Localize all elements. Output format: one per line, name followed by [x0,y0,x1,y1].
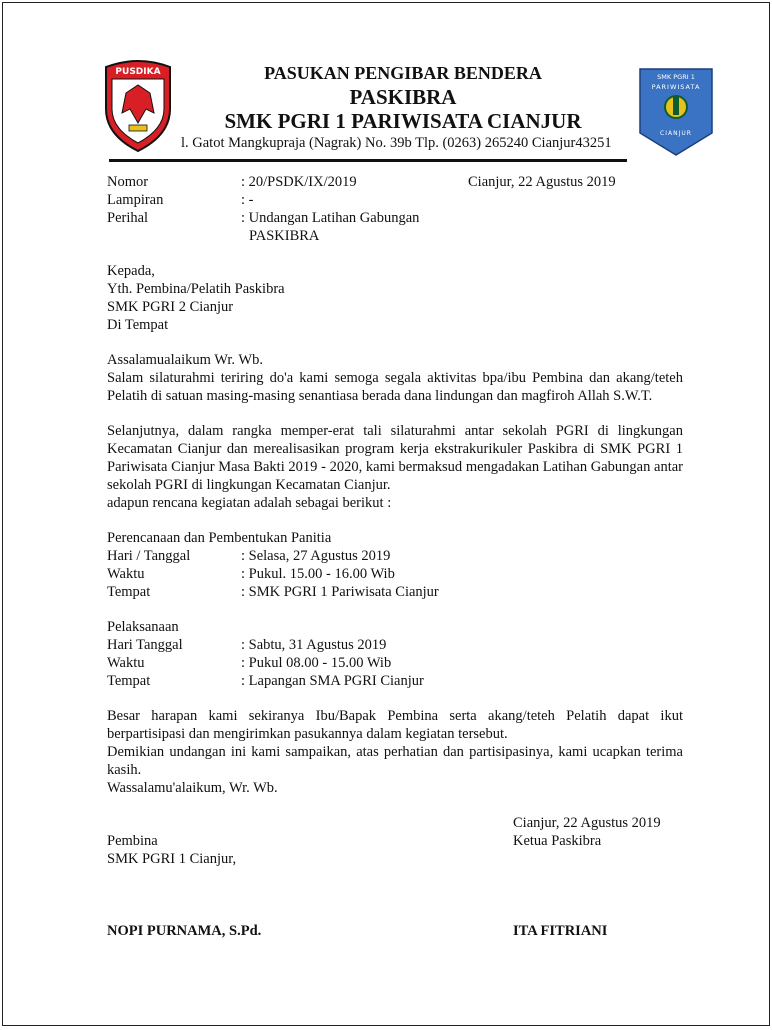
recipient-line: SMK PGRI 2 Cianjur [107,299,234,315]
signatory-name-right: ITA FITRIANI [513,923,608,939]
lampiran-value: : - [241,192,254,208]
paragraph-opening: Salam silaturahmi teriring do'a kami semoga segala aktivitas bpa/ibu Pembina dan akang/teteh Pelatih di satuan masing-masing senantiasa berada dana lindungan dan magfiroh Allah S.W.T. [107,370,683,404]
paragraph-thanks: Demikian undangan ini kami sampaikan, atas perhatian dan partisipasinya, kami ucapkan terima kasih. [107,744,683,778]
section-title: Pelaksanaan [107,619,179,635]
letter-page [2,2,770,1026]
perihal-value: : Undangan Latihan Gabungan [241,210,420,226]
signature-place-date: Cianjur, 22 Agustus 2019 [513,815,661,831]
section-title: Perencanaan dan Pembentukan Panitia [107,530,332,546]
signature-org-left: SMK PGRI 1 Cianjur, [107,851,237,867]
schedule-value: : Lapangan SMA PGRI Cianjur [241,673,424,689]
pusdika-logo-icon [100,57,176,153]
schedule-value: : Selasa, 27 Agustus 2019 [241,548,391,564]
school-badge-icon [638,67,714,157]
org-title: PASUKAN PENGIBAR BENDERA [264,63,542,83]
recipient-line: Kepada, [107,263,155,279]
perihal-value-2: PASKIBRA [249,228,320,244]
signature-role-left: Pembina [107,833,158,849]
schedule-label: Waktu [107,655,145,671]
greeting: Assalamualaikum Wr. Wb. [107,352,263,368]
recipient-line: Yth. Pembina/Pelatih Paskibra [107,281,285,297]
nomor-value: : 20/PSDK/IX/2019 [241,174,357,190]
closing-salutation: Wassalamu'alaikum, Wr. Wb. [107,780,278,796]
signature-role-right: Ketua Paskibra [513,833,602,849]
pusdika-logo-text: PUSDIKA [115,67,161,77]
school-name: SMK PGRI 1 PARIWISATA CIANJUR [224,109,582,133]
schedule-value: : Pukul. 15.00 - 16.00 Wib [241,566,395,582]
paragraph-plan-intro: adapun rencana kegiatan adalah sebagai berikut : [107,495,392,511]
schedule-label: Waktu [107,566,145,582]
school-badge-line2: PARIWISATA [651,83,701,91]
schedule-value: : Pukul 08.00 - 15.00 Wib [241,655,392,671]
schedule-value: : Sabtu, 31 Agustus 2019 [241,637,387,653]
place-date: Cianjur, 22 Agustus 2019 [468,174,616,190]
lampiran-label: Lampiran [107,192,164,208]
school-badge-line1: SMK PGRI 1 [657,73,695,81]
letterhead-rule [109,159,627,162]
school-badge-line3: CIANJUR [660,130,692,137]
signatory-name-left: NOPI PURNAMA, S.Pd. [107,923,262,939]
nomor-label: Nomor [107,174,149,190]
school-address: l. Gatot Mangkupraja (Nagrak) No. 39b Tlp. (0263) 265240 Cianjur43251 [181,135,612,151]
schedule-label: Tempat [107,584,151,600]
perihal-label: Perihal [107,210,149,226]
paragraph-hope: Besar harapan kami sekiranya Ibu/Bapak Pembina serta akang/teteh Pelatih dapat ikut berpartisipasi dan mengirimkan pasukannya dalam kegiatan tersebut. [107,708,683,742]
schedule-value: : SMK PGRI 1 Pariwisata Cianjur [241,584,439,600]
paragraph-purpose: Selanjutnya, dalam rangka memper-erat tali silaturahmi antar sekolah PGRI di lingkungan Kecamatan Cianjur dan merealisasikan program kerja ekstrakurikuler Paskibra di SMK PGRI 1 Pariwisata Cianjur Masa Bakti 2019 - 2020, kami bermaksud mengadakan Latihan Gabungan antar sekolah PGRI di lingkungan Kecamatan Cianjur. [107,423,683,493]
schedule-label: Tempat [107,673,151,689]
org-subtitle: PASKIBRA [349,85,457,109]
schedule-label: Hari / Tanggal [107,548,191,564]
schedule-label: Hari Tanggal [107,637,183,653]
recipient-line: Di Tempat [107,317,169,333]
